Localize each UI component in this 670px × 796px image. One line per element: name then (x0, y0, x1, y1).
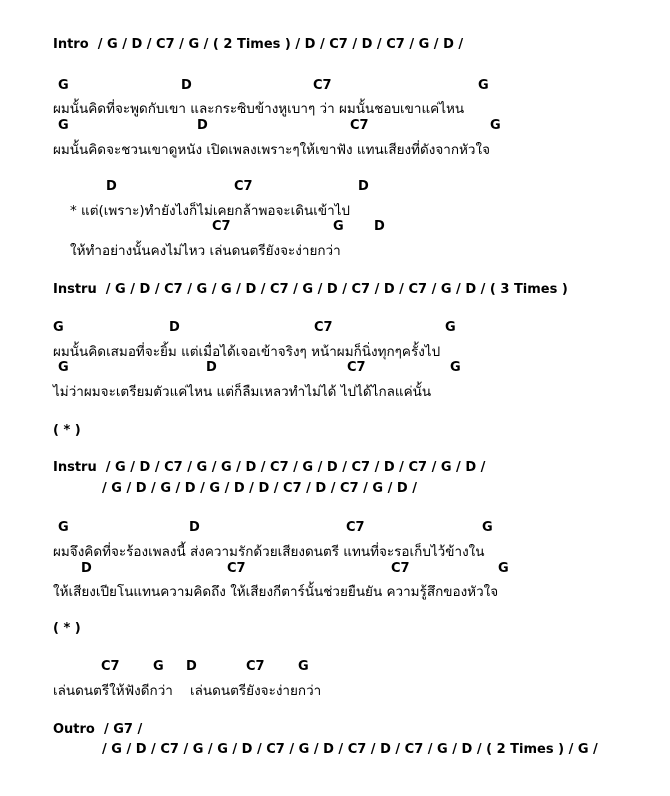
chord: C7 (346, 520, 365, 535)
chord: D (374, 219, 385, 234)
intro-label: Intro (53, 37, 89, 52)
outro-progression: / G7 / (103, 722, 143, 737)
chord: D (169, 320, 180, 335)
chord: D (189, 520, 200, 535)
chord: G (445, 320, 456, 335)
chord: C7 (212, 219, 231, 234)
chord: C7 (313, 78, 332, 93)
chord: G (498, 561, 509, 576)
chord: C7 (234, 179, 253, 194)
chord: D (181, 78, 192, 93)
outro-line (53, 722, 142, 737)
chord: D (206, 360, 217, 375)
chord: C7 (101, 659, 120, 674)
chord: G (333, 219, 344, 234)
outro-label: Outro (53, 722, 95, 737)
chord: D (197, 118, 208, 133)
intro-line (53, 37, 463, 52)
intro-progression: / G / D / C7 / G / ( 2 Times ) / D / C7 / D / C7 / G / D / (97, 37, 464, 52)
chord: C7 (347, 360, 366, 375)
instru-progression-continued: / G / D / G / D / G / D / D / C7 / D / C7 / G / D / (102, 481, 417, 496)
lyric-line: เล่นดนตรีให้ฟังดีกว่า เล่นดนตรียังจะง่ายกว่า (53, 683, 322, 699)
chord: G (58, 360, 69, 375)
lyric-line: ผมจึงคิดที่จะร้องเพลงนี้ ส่งความรักด้วยเสียงดนตรี แทนที่จะรอเก็บไว้ข้างใน (53, 544, 485, 560)
lyric-line: ให้เสียงเปียโนแทนความคิดถึง ให้เสียงกีตาร์นั้นช่วยยืนยัน ความรู้สึกของหัวใจ (53, 584, 499, 600)
chord: G (482, 520, 493, 535)
instru-progression: / G / D / C7 / G / G / D / C7 / G / D / C7 / D / C7 / G / D / (105, 460, 486, 475)
instru-label: Instru (53, 282, 97, 297)
chord: G (298, 659, 309, 674)
lyric-line: * แต่(เพราะ)ทำยังไงก็ไม่เคยกล้าพอจะเดินเข้าไป (70, 203, 351, 219)
lyric-line: ผมนั้นคิดที่จะพูดกับเขา และกระซิบข้างหูเบาๆ ว่า ผมนั้นชอบเขาแค่ไหน (53, 101, 465, 117)
chord: G (490, 118, 501, 133)
chord: G (478, 78, 489, 93)
chord: C7 (246, 659, 265, 674)
repeat-chorus-marker: ( * ) (53, 621, 81, 636)
chord: G (153, 659, 164, 674)
chord: G (58, 118, 69, 133)
chord: G (58, 520, 69, 535)
instru-line (53, 282, 568, 297)
chord: C7 (227, 561, 246, 576)
chord: D (81, 561, 92, 576)
chord: D (358, 179, 369, 194)
chord: G (450, 360, 461, 375)
lyric-line: ให้ทำอย่างนั้นคงไม่ไหว เล่นดนตรียังจะง่ายกว่า (70, 243, 341, 259)
repeat-chorus-marker: ( * ) (53, 423, 81, 438)
instru-progression: / G / D / C7 / G / G / D / C7 / G / D / C7 / D / C7 / G / D / ( 3 Times ) (105, 282, 568, 297)
lyric-line: ไม่ว่าผมจะเตรียมตัวแค่ไหน แต่ก็ลืมเหลวทำไม่ได้ ไปได้ไกลแค่นั้น (53, 384, 432, 400)
instru-line (53, 460, 485, 475)
lyric-line: ผมนั้นคิดเสมอที่จะยิ้ม แต่เมื่อได้เจอเข้าจริงๆ หน้าผมก็นิ่งทุกๆครั้งไป (53, 344, 441, 360)
chord: G (53, 320, 64, 335)
chord: C7 (391, 561, 410, 576)
chord: D (106, 179, 117, 194)
chord: C7 (350, 118, 369, 133)
chord: G (58, 78, 69, 93)
chord: D (186, 659, 197, 674)
chord: C7 (314, 320, 333, 335)
outro-progression-continued: / G / D / C7 / G / G / D / C7 / G / D / C7 / D / C7 / G / D / ( 2 Times ) / G / (102, 742, 598, 757)
lyric-line: ผมนั้นคิดจะชวนเขาดูหนัง เปิดเพลงเพราะๆให้เขาฟัง แทนเสียงที่ดังจากหัวใจ (53, 142, 491, 158)
instru-label: Instru (53, 460, 97, 475)
